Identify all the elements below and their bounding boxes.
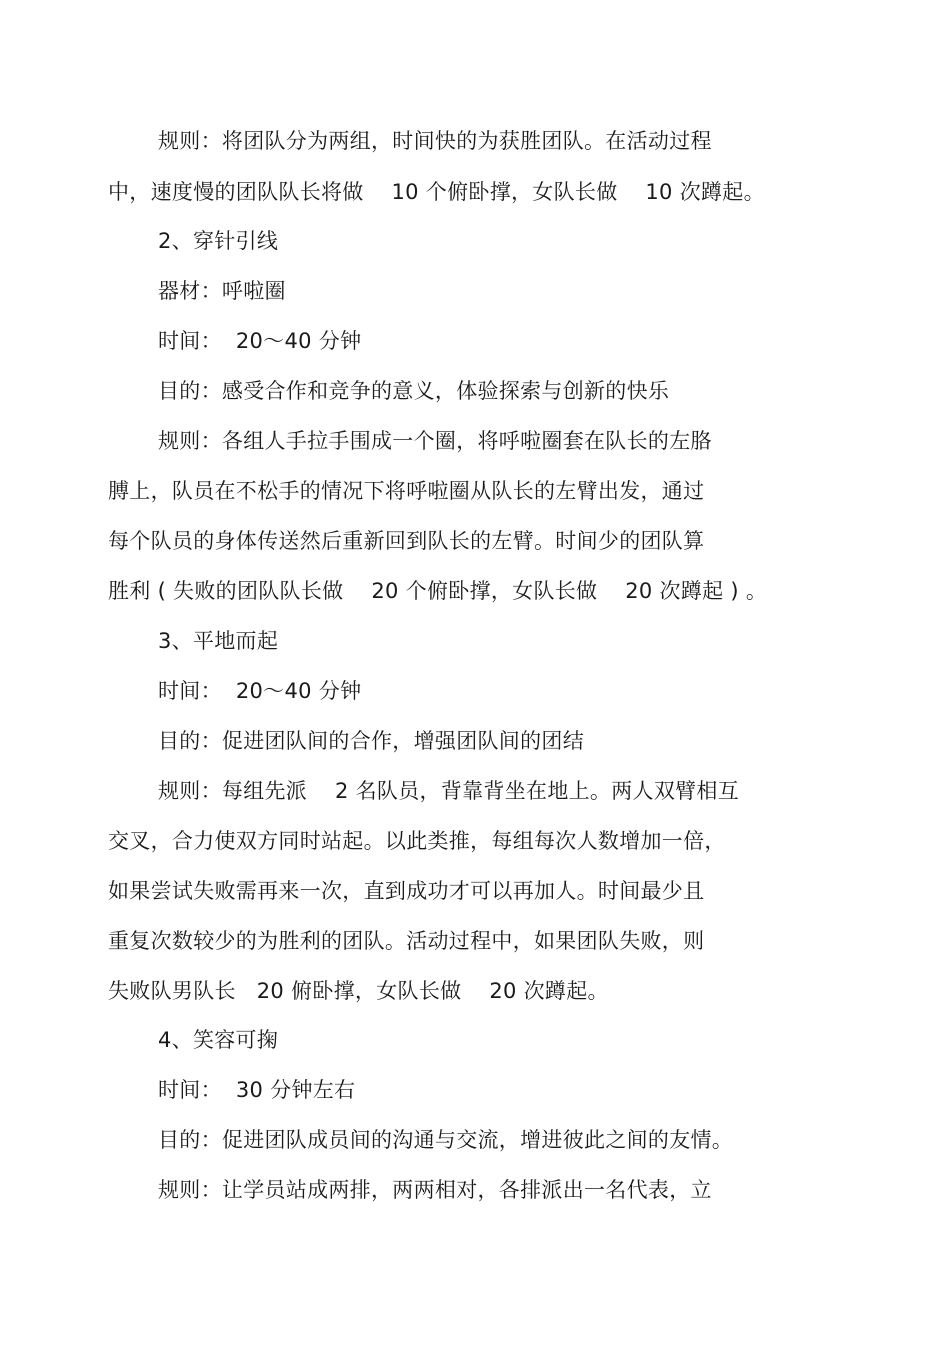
purpose-line: 目的：促进团队间的合作，增强团队间的团结 (158, 729, 584, 753)
time-line: 时间： 20～40 分钟 (158, 679, 362, 703)
equipment-line: 器材：呼啦圈 (158, 279, 286, 303)
rule-paragraph-line: 交叉，合力使双方同时站起。以此类推，每组每次人数增加一倍， (108, 829, 726, 853)
rule-paragraph-line: 膊上，队员在不松手的情况下将呼啦圈从队长的左臂出发，通过 (108, 479, 705, 503)
rule-paragraph-line: 胜利 ( 失败的团队队长做 20 个俯卧撑，女队长做 20 次蹲起 ) 。 (108, 579, 768, 603)
purpose-line: 目的：感受合作和竞争的意义，体验探索与创新的快乐 (158, 379, 670, 403)
rule-paragraph-line: 每个队员的身体传送然后重新回到队长的左臂。时间少的团队算 (108, 529, 705, 553)
rule-paragraph-line: 规则：各组人手拉手围成一个圈，将呼啦圈套在队长的左胳 (158, 429, 712, 453)
section-heading: 4、笑容可掬 (158, 1028, 279, 1052)
rule-paragraph-line: 规则：将团队分为两组，时间快的为获胜团队。在活动过程 (158, 129, 712, 153)
purpose-line: 目的：促进团队成员间的沟通与交流，增进彼此之间的友情。 (158, 1128, 734, 1152)
rule-paragraph-line: 失败队男队长 20 俯卧撑，女队长做 20 次蹲起。 (108, 979, 609, 1003)
time-line: 时间： 20～40 分钟 (158, 329, 362, 353)
rule-paragraph-line: 如果尝试失败需再来一次，直到成功才可以再加人。时间最少且 (108, 879, 705, 903)
rule-paragraph-line: 中，速度慢的团队队长将做 10 个俯卧撑，女队长做 10 次蹲起。 (108, 180, 765, 204)
section-heading: 3、平地而起 (158, 629, 279, 653)
rule-paragraph-line: 规则：每组先派 2 名队员，背靠背坐在地上。两人双臂相互 (158, 779, 740, 803)
rule-paragraph-line: 规则：让学员站成两排，两两相对，各排派出一名代表，立 (158, 1178, 712, 1202)
time-line: 时间： 30 分钟左右 (158, 1078, 356, 1102)
rule-paragraph-line: 重复次数较少的为胜利的团队。活动过程中，如果团队失败，则 (108, 929, 705, 953)
section-heading: 2、穿针引线 (158, 229, 279, 253)
